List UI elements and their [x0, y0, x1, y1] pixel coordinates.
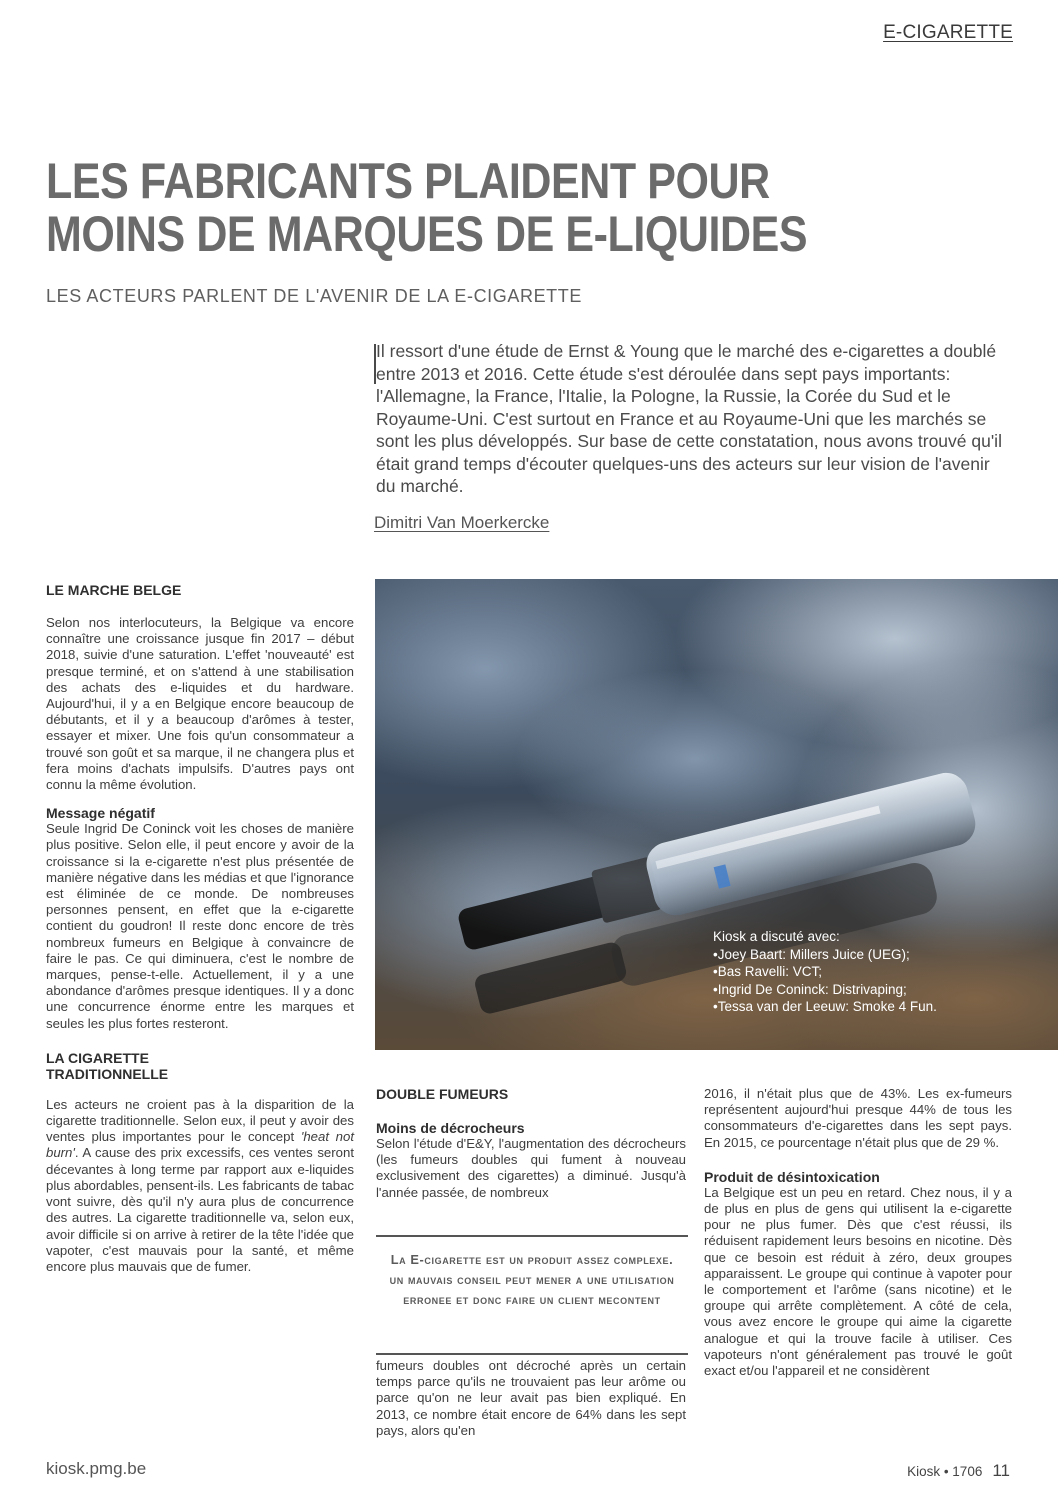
right-column	[704, 1086, 1012, 1379]
paragraph-ex-fumeurs: 2016, il n'était plus que de 43%. Les ex-fumeurs représentent aujourd'hui presque 44% de tous les consommateurs d'e-cigarettes dans les sept pays. En 2015, ce pourcentage n'était plus que de 29 %.	[704, 1086, 1012, 1150]
heading-line-1: LA CIGARETTE	[46, 1049, 149, 1066]
section-tag: E-CIGARETTE	[883, 22, 1013, 43]
paragraph-cigarette-traditionnelle	[46, 1097, 354, 1275]
paragraph-marche-belge: Selon nos interlocuteurs, la Belgique va encore connaître une croissance jusque fin 2017 – début 2018, suivie d'une saturation. L'effet 'nouveauté' est presque terminé, et on s'attend à une stabilisation des achats des e-liquides et du hardware. Aujourd'hui, il y a en Belgique encore beaucoup de débutants, et il y a beaucoup d'arômes à tester, essayer et mixer. Une fois qu'un consommateur a trouvé son goût et sa marque, il ne changera plus et fera moins d'achats impulsifs. D'autres pays ont connu la même évolution.	[46, 615, 354, 793]
title-line-1: LES FABRICANTS PLAIDENT POUR	[46, 153, 770, 209]
photo-caption	[713, 928, 937, 1016]
paragraph-decrocheurs-cont: fumeurs doubles ont décroché après un certain temps parce qu'ils ne trouvaient pas leur arôme ou parce qu'on ne leur avait pas bien expliqué. En 2013, ce nombre était encore de 64% dans les sept pays, alors qu'en	[376, 1358, 686, 1438]
article-title	[46, 155, 820, 261]
page-footer	[907, 1461, 1010, 1481]
intro-text: Il ressort d'une étude de Ernst & Young que le marché des e-cigarettes a doublé entre 2013 et 2016. Cette étude s'est déroulée dans sept pays importants: l'Allemagne, la France, l'Italie, la Pologne, la Russie, la Corée du Sud et le Royaume-Uni. C'est surtout en France et au Royaume-Uni que les marchés se sont les plus développés. Sur base de cette constatation, nous avons trouvé qu'il était grand temps d'écouter quelques-uns des acteurs sur leur vision de l'avenir du marché.	[376, 341, 1002, 496]
pull-quote-text: La E-cigarette est un produit assez complexe. un mauvais conseil peut mener a une utilisation erronee et donc faire un client mecontent	[389, 1252, 675, 1307]
pull-quote-bottom-rule	[376, 1353, 688, 1355]
paragraph-desintoxication: La Belgique est un peu en retard. Chez nous, il y a de plus en plus de gens qui utilisent la e-cigarette pour ne plus fumer. Dès que c'est réussi, ils réduisent rapidement leurs besoins en nicotine. Dès que ce besoin est réduit à zéro, deux groupes apparaissent. Le groupe qui continue à vapoter pour le comportement et l'arôme (sans nicotine) et le groupe qui arrête complètement. A côté de cela, vous avez encore le groupe qui aime la cigarette analogue et qui la trouve facile à utiliser. Ces vapoteurs n'ont généralement pas trouvé le goût exact et/ou l'appareil et ne considèrent	[704, 1184, 1012, 1379]
caption-item: •Bas Ravelli: VCT;	[713, 964, 823, 979]
title-line-2: MOINS DE MARQUES DE E-LIQUIDES	[46, 206, 808, 262]
website-link[interactable]: kiosk.pmg.be	[46, 1459, 147, 1478]
heading-message-negatif: Message négatif	[46, 805, 155, 822]
left-column	[46, 582, 354, 1275]
heading-cigarette-traditionnelle	[46, 1050, 354, 1082]
heading-moins-decrocheurs: Moins de décrocheurs	[376, 1120, 525, 1136]
paragraph-message-negatif: Seule Ingrid De Coninck voit les choses de manière plus positive. Selon elle, il peut encore y avoir de la croissance si la e-cigarette n'est plus présentée de manière négative dans les médias et que l'ignorance est éliminée de ce monde. De nombreuses personnes pensent, en effet que la e-cigarette contient du goudron! Il reste donc encore de très nombreux fumeurs en Belgique à convaincre de faire le pas. Ce qui diminuera, c'est le nombre de marques, pense-t-elle. Actuellement, il y a une abondance d'arômes presque identiques. Il y a donc une concurrence énorme entre les marques et seules les plus fortes resteront.	[46, 821, 354, 1031]
issue-label: Kiosk • 1706	[907, 1464, 983, 1479]
emphasis-text: 'heat not burn'	[46, 1129, 354, 1161]
caption-item: •Tessa van der Leeuw: Smoke 4 Fun.	[713, 999, 937, 1014]
pull-quote	[376, 1235, 688, 1355]
paragraph-decrocheurs: Selon l'étude d'E&Y, l'augmentation des décrocheurs (les fumeurs doubles qui fument à nouveau exclusivement des cigarettes) a diminué. Jusqu'à l'année passée, de nombreux	[376, 1136, 686, 1200]
text-part: . A cause des prix excessifs, ces ventes seront décevantes à long terme par rapport aux e-liquides plus abordables, pensent-ils. Les fabricants de tabac vont suivre, dès qu'il n'y aura plus de concurrence des autres. La cigarette traditionnelle va, selon eux, avoir difficile si on arrive à retirer de la tête l'idée que vapoter, c'est mauvais pour la santé, et même encore plus mauvais que de fumer.	[46, 1145, 354, 1274]
caption-title: Kiosk a discuté avec:	[713, 929, 840, 944]
pull-quote-top-rule	[376, 1235, 688, 1237]
intro-paragraph	[372, 340, 1012, 498]
article-subtitle: LES ACTEURS PARLENT DE L'AVENIR DE LA E-CIGARETTE	[46, 286, 582, 306]
heading-line-2: TRADITIONNELLE	[46, 1065, 169, 1082]
author-link[interactable]: Dimitri Van Moerkercke	[374, 513, 550, 532]
caption-item: •Ingrid De Coninck: Distrivaping;	[713, 981, 907, 997]
middle-column-top	[376, 1086, 686, 1201]
middle-column-bottom	[376, 1358, 686, 1439]
heading-desintoxication: Produit de désintoxication	[704, 1168, 880, 1185]
dropcap-rule	[374, 344, 376, 384]
text-part: Les acteurs ne croient pas à la disparition de la cigarette traditionnelle. Selon eux, il peut y avoir des ventes plus importantes pour le concept	[46, 1096, 354, 1145]
heading-double-fumeurs: DOUBLE FUMEURS	[376, 1086, 509, 1102]
caption-item: •Joey Baart: Millers Juice (UEG);	[713, 946, 910, 962]
page-number: 11	[992, 1461, 1010, 1480]
heading-marche-belge: LE MARCHE BELGE	[46, 582, 182, 598]
